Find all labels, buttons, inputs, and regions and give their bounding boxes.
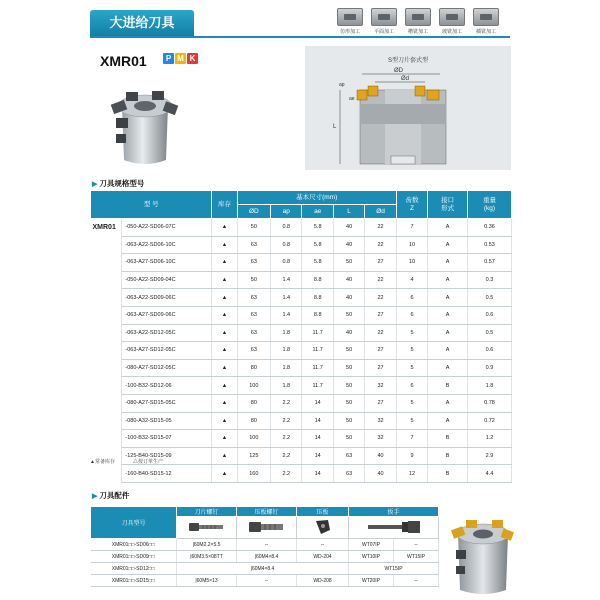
spec-ae: 8.8 (302, 306, 333, 324)
spec-stock: ▲ (212, 219, 237, 237)
spec-code: -063-A27-SD06-10C (122, 254, 212, 272)
col-stock: 库存 (212, 191, 237, 219)
spec-d: 27 (365, 254, 396, 272)
acc-col-model: 刀具型号 (91, 507, 177, 539)
face-milling-icon (371, 8, 397, 26)
spec-ap: 1.4 (271, 306, 302, 324)
col-basic-dims: 基本尺寸(mm) (237, 191, 396, 205)
spec-row (91, 430, 512, 448)
spec-teeth: 5 (396, 394, 427, 412)
spec-teeth: 10 (396, 236, 427, 254)
spec-interface: A (428, 359, 468, 377)
spec-weight: 0.36 (467, 219, 511, 237)
spec-row (91, 465, 512, 483)
spec-l: 40 (333, 236, 364, 254)
acc-plate: WD-208 (297, 575, 349, 587)
spec-l: 63 (333, 465, 364, 483)
spec-weight: 0.9 (467, 359, 511, 377)
spec-code: -080-A27-SD12-05C (122, 359, 212, 377)
spec-stock: ▲ (212, 306, 237, 324)
spec-interface: A (428, 236, 468, 254)
spec-teeth: 5 (396, 342, 427, 360)
spec-od: 63 (237, 254, 271, 272)
spec-d: 27 (365, 342, 396, 360)
spec-weight: 0.72 (467, 412, 511, 430)
spec-ae: 11.7 (302, 359, 333, 377)
spec-teeth: 12 (396, 465, 427, 483)
spec-l: 40 (333, 289, 364, 307)
spec-stock: ▲ (212, 324, 237, 342)
cutter-photo-secondary (446, 510, 516, 598)
acc-row (91, 551, 439, 563)
acc-col-plate: 压板 (297, 507, 349, 517)
grade-badges (163, 53, 198, 64)
spec-ap: 1.4 (271, 289, 302, 307)
plate-image (297, 517, 349, 539)
insert-screw-image (177, 517, 237, 539)
spec-weight: 4.4 (467, 465, 511, 483)
spec-code: -063-A27-SD12-05C (122, 342, 212, 360)
spec-l: 40 (333, 324, 364, 342)
spec-ae: 5.8 (302, 219, 333, 237)
spec-weight: 0.6 (467, 306, 511, 324)
spec-ae: 8.8 (302, 289, 333, 307)
spec-code: -063-A27-SD09-06C (122, 306, 212, 324)
screw-icon (247, 519, 287, 535)
profiling-icon (337, 8, 363, 26)
spec-ap: 1.8 (271, 342, 302, 360)
spec-weight: 0.3 (467, 271, 511, 289)
cutter-photo (108, 76, 182, 168)
col-model: 型 号 (91, 191, 212, 219)
spec-teeth: 5 (396, 412, 427, 430)
spec-interface: B (428, 465, 468, 483)
spec-teeth: 9 (396, 447, 427, 465)
acc-wrench-a: WT20IP (349, 575, 394, 587)
spec-row (91, 236, 512, 254)
spec-od: 80 (237, 359, 271, 377)
plunge-milling-icon (473, 8, 499, 26)
spec-od: 63 (237, 306, 271, 324)
wrench-icon (364, 519, 424, 535)
spec-teeth: 7 (396, 430, 427, 448)
col-l: L (333, 205, 364, 219)
process-plunge (471, 8, 501, 35)
l-label: L (333, 124, 337, 130)
process-label: 平面加工 (373, 29, 394, 35)
spec-d: 27 (365, 306, 396, 324)
spec-weight: 0.53 (467, 236, 511, 254)
spec-ae: 11.7 (302, 324, 333, 342)
spec-interface: A (428, 412, 468, 430)
spec-interface: A (428, 324, 468, 342)
product-overview (90, 44, 511, 170)
spec-stock: ▲ (212, 359, 237, 377)
spec-d: 40 (365, 447, 396, 465)
spec-stock: ▲ (212, 254, 237, 272)
spec-ae: 14 (302, 412, 333, 430)
spec-code: -050-A22-SD09-04C (122, 271, 212, 289)
col-od: ØD (237, 205, 271, 219)
spec-weight: 0.78 (467, 394, 511, 412)
clamp-plate-icon (313, 518, 333, 536)
acc-col-wrench: 扳手 (349, 507, 439, 517)
spec-d: 32 (365, 430, 396, 448)
spec-d: 27 (365, 394, 396, 412)
section-arrow-icon: ▶ (92, 493, 98, 500)
grade-p-badge: P (163, 53, 174, 64)
spec-l: 50 (333, 254, 364, 272)
spec-stock: ▲ (212, 377, 237, 395)
spec-l: 50 (333, 377, 364, 395)
process-label: 坡铣加工 (441, 29, 462, 35)
spec-code: -080-A27-SD15-05C (122, 394, 212, 412)
spec-row (91, 219, 512, 237)
spec-row (91, 271, 512, 289)
spec-od: 50 (237, 219, 271, 237)
spec-od: 63 (237, 324, 271, 342)
acc-insert-screw: |60M3.5×08TT (177, 551, 237, 563)
spec-ap: 2.2 (271, 430, 302, 448)
od-label: ØD (394, 68, 403, 74)
spec-ae: 8.8 (302, 271, 333, 289)
spec-weight: 1.2 (467, 430, 511, 448)
spec-d: 22 (365, 219, 396, 237)
spec-d: 32 (365, 377, 396, 395)
spec-od: 125 (237, 447, 271, 465)
spec-code: -063-A22-SD06-10C (122, 236, 212, 254)
spec-od: 80 (237, 412, 271, 430)
spec-code: -080-A32-SD15-05 (122, 412, 212, 430)
spec-code: -063-A22-SD09-06C (122, 289, 212, 307)
acc-wrench-b: -- (394, 575, 439, 587)
spec-interface: A (428, 342, 468, 360)
plate-screw-image (237, 517, 297, 539)
acc-row (91, 539, 439, 551)
process-profiling (335, 8, 365, 35)
spec-interface: A (428, 271, 468, 289)
spec-od: 63 (237, 236, 271, 254)
acc-insert-screw: |60M2.2×5.5 (177, 539, 237, 551)
acc-wrench: WT15IP (349, 563, 439, 575)
spec-code: -100-B32-SD12-06 (122, 377, 212, 395)
spec-d: 40 (365, 465, 396, 483)
spec-teeth: 6 (396, 377, 427, 395)
spec-ae: 11.7 (302, 342, 333, 360)
spec-l: 50 (333, 342, 364, 360)
spec-ap: 1.8 (271, 324, 302, 342)
acc-wrench-b: WT15IP (394, 551, 439, 563)
spec-code: -050-A22-SD06-07C (122, 219, 212, 237)
spec-ap: 1.8 (271, 377, 302, 395)
process-label: 槽铣加工 (407, 29, 428, 35)
spec-row (91, 359, 512, 377)
col-ap: ap (271, 205, 302, 219)
spec-section-label: 刀具规格型号 (99, 179, 145, 188)
col-d: Ød (365, 205, 396, 219)
spec-section-title (92, 178, 144, 189)
spec-code: -063-A22-SD12-05C (122, 324, 212, 342)
spec-interface: A (428, 289, 468, 307)
spec-teeth: 10 (396, 254, 427, 272)
spec-od: 80 (237, 394, 271, 412)
acc-plate-screw: -- (237, 539, 297, 551)
spec-weight: 0.5 (467, 324, 511, 342)
spec-weight: 1.8 (467, 377, 511, 395)
spec-od: 100 (237, 430, 271, 448)
spec-weight: 0.57 (467, 254, 511, 272)
spec-stock: ▲ (212, 447, 237, 465)
spec-ae: 5.8 (302, 236, 333, 254)
diagram-panel (305, 46, 511, 170)
diagram-title: S型刀片套式型 (387, 58, 428, 64)
acc-plate-screw: -- (237, 575, 297, 587)
page-title: 大进给刀具 (90, 10, 194, 36)
header-divider (90, 36, 510, 38)
spec-ap: 1.8 (271, 359, 302, 377)
spec-stock: ▲ (212, 465, 237, 483)
spec-d: 22 (365, 324, 396, 342)
acc-model: XMR01□□-SD15□□ (91, 575, 177, 587)
spec-row (91, 412, 512, 430)
acc-insert-screw: |60M4×8.4 (177, 563, 349, 575)
spec-l: 40 (333, 219, 364, 237)
acc-row (91, 563, 439, 575)
acc-col-plate-screw: 压板螺钉 (237, 507, 297, 517)
spec-stock: ▲ (212, 271, 237, 289)
spec-interface: A (428, 254, 468, 272)
spec-ap: 2.2 (271, 412, 302, 430)
spec-ae: 14 (302, 465, 333, 483)
acc-wrench-a: WT07IP (349, 539, 394, 551)
spec-stock: ▲ (212, 412, 237, 430)
spec-interface: B (428, 430, 468, 448)
spec-teeth: 5 (396, 324, 427, 342)
spec-l: 50 (333, 394, 364, 412)
spec-od: 63 (237, 342, 271, 360)
spec-l: 50 (333, 430, 364, 448)
spec-l: 63 (333, 447, 364, 465)
spec-d: 22 (365, 271, 396, 289)
ap-label: ap (339, 82, 345, 88)
spec-teeth: 6 (396, 289, 427, 307)
spec-weight: 0.5 (467, 289, 511, 307)
acc-row (91, 575, 439, 587)
spec-stock: ▲ (212, 236, 237, 254)
spec-table (90, 190, 512, 483)
acc-wrench-b: -- (394, 539, 439, 551)
process-icons (335, 8, 501, 35)
spec-l: 50 (333, 412, 364, 430)
spec-l: 50 (333, 306, 364, 324)
wrench-image (349, 517, 439, 539)
spec-teeth: 4 (396, 271, 427, 289)
col-teeth: 齿数 Z (396, 191, 427, 219)
spec-ap: 2.2 (271, 394, 302, 412)
process-slot (403, 8, 433, 35)
acc-section-title (92, 490, 129, 501)
acc-plate: -- (297, 539, 349, 551)
spec-interface: A (428, 306, 468, 324)
spec-stock: ▲ (212, 342, 237, 360)
spec-od: 160 (237, 465, 271, 483)
spec-ap: 2.2 (271, 465, 302, 483)
spec-row (91, 324, 512, 342)
spec-code: -160-B40-SD15-12 (122, 465, 212, 483)
spec-ap: 0.8 (271, 236, 302, 254)
spec-row (91, 289, 512, 307)
spec-ae: 14 (302, 394, 333, 412)
spec-code: -100-B32-SD15-07 (122, 430, 212, 448)
product-model: XMR01 (100, 53, 147, 69)
acc-col-insert-screw: 刀片螺钉 (177, 507, 237, 517)
ae-label: ae (349, 96, 355, 102)
col-interface: 接口 形式 (428, 191, 468, 219)
acc-plate: WD-204 (297, 551, 349, 563)
spec-d: 27 (365, 359, 396, 377)
accessories-table (90, 506, 439, 587)
spec-l: 40 (333, 271, 364, 289)
acc-model: XMR01□□-SD12□□ (91, 563, 177, 575)
spec-od: 50 (237, 271, 271, 289)
grade-m-badge: M (175, 53, 186, 64)
spec-stock: ▲ (212, 289, 237, 307)
spec-l: 50 (333, 359, 364, 377)
acc-model: XMR01□□-SD09□□ (91, 551, 177, 563)
legend-stocked: ▲常备库存 (90, 459, 115, 465)
spec-ae: 14 (302, 447, 333, 465)
process-label: 仿形加工 (339, 29, 360, 35)
section-arrow-icon: ▶ (92, 181, 98, 188)
spec-od: 63 (237, 289, 271, 307)
col-weight: 重量 (kg) (467, 191, 511, 219)
spec-interface: B (428, 447, 468, 465)
col-ae: ae (302, 205, 333, 219)
acc-model: XMR01□□-SD06□□ (91, 539, 177, 551)
d-label: Ød (401, 76, 410, 82)
spec-interface: A (428, 394, 468, 412)
spec-row (91, 306, 512, 324)
process-face (369, 8, 399, 35)
spec-d: 22 (365, 236, 396, 254)
acc-plate-screw: |60M4×8.4 (237, 551, 297, 563)
spec-weight: 0.6 (467, 342, 511, 360)
spec-stock: ▲ (212, 394, 237, 412)
spec-interface: B (428, 377, 468, 395)
process-label: 插铣加工 (475, 29, 496, 35)
spec-ae: 11.7 (302, 377, 333, 395)
spec-row (91, 394, 512, 412)
acc-insert-screw: |60M5×13 (177, 575, 237, 587)
ramp-milling-icon (439, 8, 465, 26)
process-ramp (437, 8, 467, 35)
spec-interface: A (428, 219, 468, 237)
acc-wrench-a: WT10IP (349, 551, 394, 563)
screw-icon (187, 519, 227, 535)
spec-d: 32 (365, 412, 396, 430)
spec-row (91, 377, 512, 395)
spec-od: 100 (237, 377, 271, 395)
spec-ap: 0.8 (271, 219, 302, 237)
spec-teeth: 6 (396, 306, 427, 324)
spec-stock: ▲ (212, 430, 237, 448)
slot-milling-icon (405, 8, 431, 26)
spec-ap: 2.2 (271, 447, 302, 465)
legend-order: △按订单生产 (132, 459, 163, 465)
spec-row (91, 342, 512, 360)
spec-code: -125-B40-SD15-09 (122, 447, 212, 465)
spec-teeth: 5 (396, 359, 427, 377)
spec-ap: 0.8 (271, 254, 302, 272)
grade-k-badge: K (187, 53, 198, 64)
spec-weight: 2.9 (467, 447, 511, 465)
dimension-diagram (305, 46, 511, 170)
spec-row (91, 254, 512, 272)
stock-legend (90, 458, 163, 465)
spec-ae: 14 (302, 430, 333, 448)
spec-ap: 1.4 (271, 271, 302, 289)
acc-section-label: 刀具配件 (99, 491, 130, 500)
spec-d: 22 (365, 289, 396, 307)
spec-teeth: 7 (396, 219, 427, 237)
spec-ae: 5.8 (302, 254, 333, 272)
series-name: XMR01 (91, 219, 122, 483)
